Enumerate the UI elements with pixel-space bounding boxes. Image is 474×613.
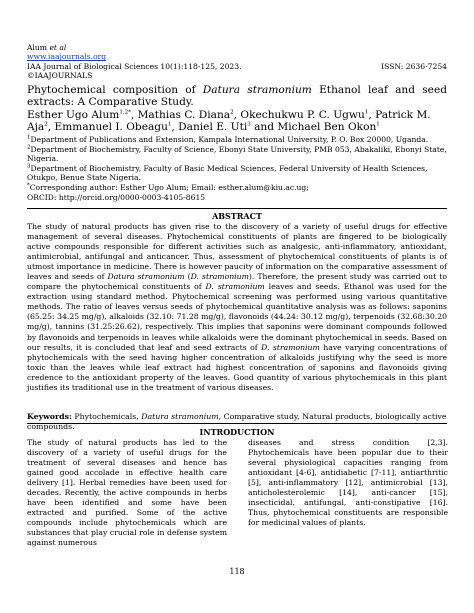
affiliation-1: $^1$Department of Publications and Extension, Kampala International University, P. O. Box 20000, Uganda.: [27, 134, 429, 144]
author: Esther Ugo Alum: [27, 109, 120, 121]
intro-right-column: diseases and stress condition [2,3]. Phytochemicals have been popular due to their several physiological capacities ranging from antioxidant [4-6], antidiabetic [7-11], antiarthritic [5], anti-inflammatory [12], antimicrobial [13], anticholesterolemic [14], anti-cancer [15], insecticidal, antifungal, anti-constipative [16]. Thus, phytochemical constituents are responsible for medicinal values of plants.: [248, 438, 448, 528]
running-header: [27, 43, 447, 81]
divider: [27, 208, 447, 209]
et-al: et al: [49, 43, 67, 52]
affiliations: [27, 135, 447, 202]
keywords-label: Keywords:: [27, 412, 72, 421]
author: Daniel E. Uti: [178, 121, 248, 134]
orcid: ORCID: http://orcid.org/0000-0003-4105-8615: [27, 192, 206, 202]
author: Okechukwu P. C. Ugwu: [240, 109, 365, 121]
author: Emmanuel I. Obeagu: [54, 121, 168, 134]
affiliation-3: $^3$Department of Biochemistry, Faculty of Basic Medical Sciences, Federal University of Health Sciences, Otukpo, Benue State Nigeria.: [27, 163, 428, 183]
affiliation-2: $^2$Department of Biochemistry, Faculty of Science, Ebonyi State University, PMB 053, Abakaliki, Ebonyi State, Nigeria.: [27, 144, 447, 164]
paper-title: Phytochemical composition of Datura stramonium Ethanol leaf and seed extracts: A Comparative Study.: [27, 84, 447, 109]
intro-left-column: The study of natural products has led to the discovery of a variety of useful drugs for the treatment of several diseases and hence has gained good accolade in effective health care delivery [1]. Herbal remedies have been used for decades. Recently, the active compounds in herbs have been identified and some have been extracted and purified. Some of the active compounds include phytochemicals which are substances that play crucial role in defense system against numerous: [27, 438, 227, 548]
introduction-heading: INTRODUCTION: [199, 427, 275, 437]
issn: ISSN: 2636-7254: [381, 61, 447, 71]
corresponding-author: *Corresponding author: Esther Ugo Alum; Email: esther.alum@kiu.ac.ug;: [27, 182, 309, 192]
author: Michael Ben Okon: [277, 121, 377, 134]
citation: IAA Journal of Biological Sciences 10(1):118-125, 2023.: [27, 61, 242, 71]
abstract-heading: ABSTRACT: [212, 211, 262, 221]
running-author: Alum et al: [27, 43, 67, 52]
page-number: 118: [229, 567, 245, 576]
abstract-body: The study of natural products has given rise to the discovery of a variety of useful drugs for effective management of several diseases. Phytochemical constituents of plants are fingered to be biologically active compounds responsible for different activities such as analgesic, anti-inflammatory, antioxidant, antimicrobial, antifungal and anticancer. Thus, assessment of phytochemical constituents of plants is of utmost importance in medicine. There is however paucity of information on the comparative assessment of leaves and seeds of Datura stramonium (D. stramonium). Therefore, the present study was carried out to compare the phytochemical constituents of D. stramonium leaves and seeds. Ethanol was used for the extraction using standard method. Phytochemical screening was performed using various quantitative methods. The ratio of leaves versus seeds of phytochemical quantitative analysis was as follows: saponins (65.25: 34.25 mg/g), alkaloids (32.10: 71.28 mg/g), flavonoids (44.24: 30.12 mg/g), terpenoids (32.68:30.20 mg/g), tannins (31.25:26.62), respectively. This implies that saponins were dominant compounds followed by flavonoids and terpenoids in leaves while alkaloids were the dominant phytochemical in seeds. Based on our results, it is concluded that leaf and seed extracts of D. stramonium have varying concentrations of phytochemicals with the seed having higher concentration of alkaloids justifying why the seed is more toxic than the leaves while leaf extract had highest concentration of saponins and flavonoids giving credence to the antioxidant property of the leaves. Good quantity of various phytochemicals in this plant justifies its traditional use in the treatment of various diseases.: [27, 222, 448, 392]
author: Mathias C. Diana: [137, 109, 231, 121]
journal-website-link[interactable]: www.iaajournals.org: [27, 52, 107, 62]
keywords: Keywords: Phytochemicals, Datura stramonium, Comparative study, Natural products, biologically active compounds.: [27, 412, 447, 431]
author: Patrick M. Aja: [27, 109, 431, 134]
species-name: Datura stramonium: [202, 84, 312, 96]
author-list: Esther Ugo Alum$^{1,2*}$, Mathias C. Diana$^2$, Okechukwu P. C. Ugwu$^1$, Patrick M. Aja$^2$, Emmanuel I. Obeagu$^1$, Daniel E. Uti$^3$ and Michael Ben Okon$^1$: [27, 109, 431, 134]
divider: [27, 423, 447, 424]
copyright: ©IAAJOURNALS: [27, 71, 93, 81]
